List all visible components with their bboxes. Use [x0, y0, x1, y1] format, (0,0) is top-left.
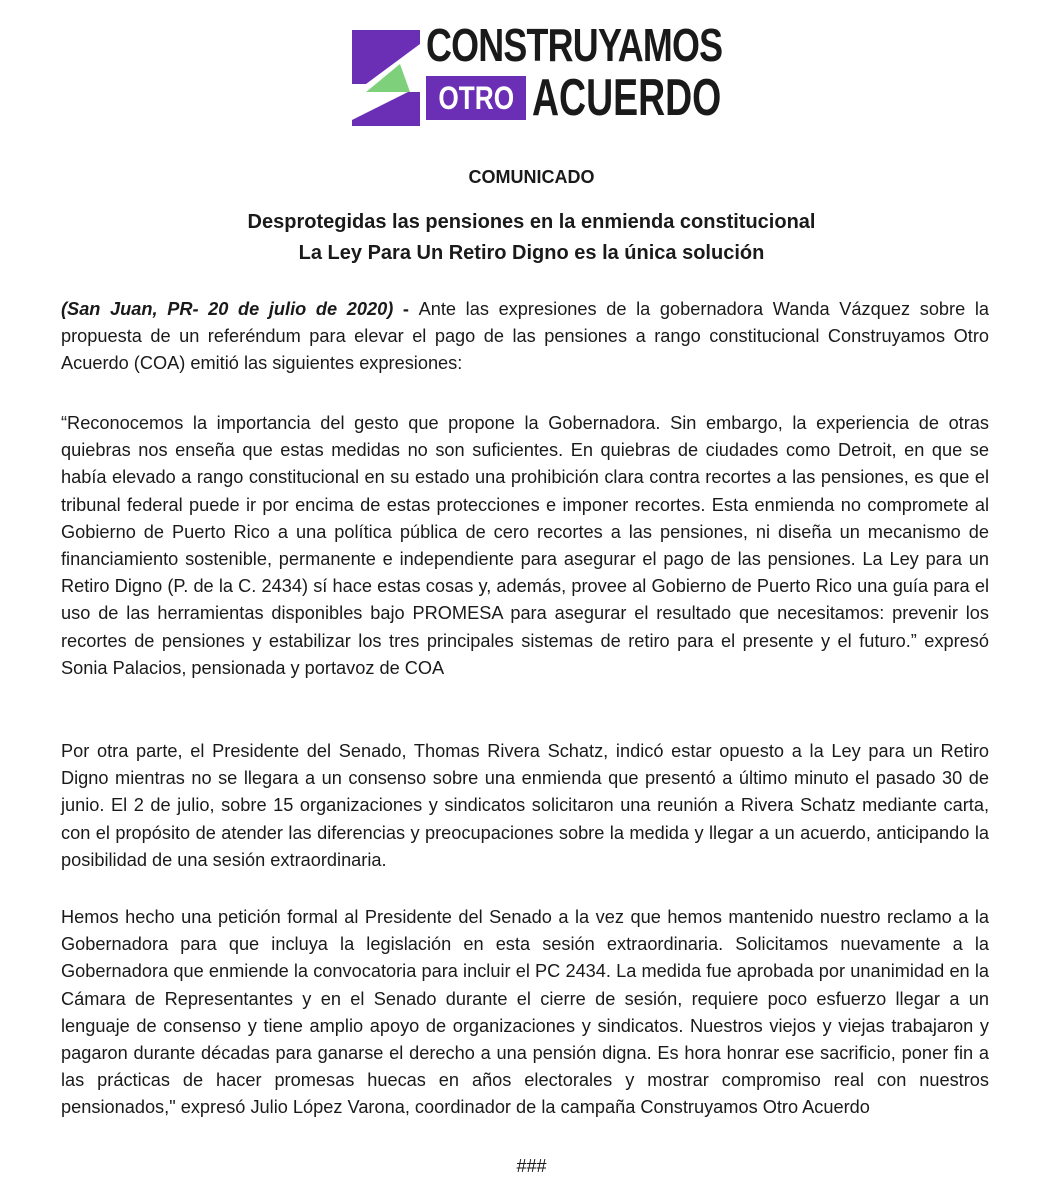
- logo-purple-lower-shape: [352, 92, 420, 126]
- logo-word-acuerdo: ACUERDO: [532, 69, 722, 127]
- dateline: (San Juan, PR- 20 de julio de 2020): [61, 299, 394, 319]
- coa-logo: [352, 19, 723, 127]
- paragraph-intro-text: Ante las expresiones de la gobernadora Wanda Vázquez sobre la propuesta de un referéndum para elevar el pago de las pensiones a rango constitucional Construyamos Otro Acuerdo (COA) emitió las siguientes expresiones:: [61, 299, 990, 374]
- headline-line-1: Desprotegidas las pensiones en la enmienda constitucional: [247, 211, 816, 233]
- paragraph-quote-palacios: “Reconocemos la importancia del gesto que propone la Gobernadora. Sin embargo, la experiencia de otras quiebras nos enseña que estas medidas no son suficientes. En quiebras de ciudades como Detroit, en que se había elevado a rango constitucional en su estado una prohibición clara contra recortes a las pensiones, es que el tribunal federal puede ir por encima de estas protecciones e imponer recortes. Esta enmienda no compromete al Gobierno de Puerto Rico a una política pública de cero recortes a las pensiones, ni diseña un mecanismo de financiamiento sostenible, permanente e independiente para asegurar el pago de las pensiones. La Ley para un Retiro Digno (P. de la C. 2434) sí hace estas cosas y, además, provee al Gobierno de Puerto Rico una guía para el uso de las herramientas disponibles bajo PROMESA para asegurar el resultado que necesitamos: prevenir los recortes de pensiones y estabilizar los tres principales sistemas de retiro para el presente y el futuro.” expresó Sonia Palacios, pensionada y portavoz de COA: [61, 413, 989, 678]
- document-label: COMUNICADO: [468, 167, 595, 187]
- paragraph-quote-lopez: Hemos hecho una petición formal al Presidente del Senado a la vez que hemos mantenido nuestro reclamo a la Gobernadora para que incluya la legislación en esta sesión extraordinaria. Solicitamos nuevamente a la Gobernadora que enmiende la convocatoria para incluir el PC 2434. La medida fue aprobada por unanimidad en la Cámara de Representantes y en el Senado durante el cierre de sesión, requiere poco esfuerzo llegar a un lenguaje de consenso y tiene amplio apoyo de organizaciones y sindicatos. Nuestros viejos y viejas trabajaron y pagaron durante décadas para ganarse el derecho a una pensión digna. Es hora honrar ese sacrificio, poner fin a las prácticas de hacer promesas huecas en años electorales y mostrar compromiso real con nuestros pensionados," expresó Julio López Varona, coordinador de la campaña Construyamos Otro Acuerdo: [61, 907, 989, 1118]
- logo-word-otro: [426, 76, 526, 120]
- logo-word-otro-text: OTRO: [438, 80, 514, 116]
- end-mark: ###: [516, 1156, 547, 1176]
- paragraph-senate: Por otra parte, el Presidente del Senado, Thomas Rivera Schatz, indicó estar opuesto a la Ley para un Retiro Digno mientras no se llegara a un consenso sobre una enmienda que presentó a último minuto el pasado 30 de junio. El 2 de julio, sobre 15 organizaciones y sindicatos solicitaron una reunión a Rivera Schatz mediante carta, con el propósito de atender las diferencias y preocupaciones sobre la medida y llegar a un acuerdo, anticipando la posibilidad de una sesión extraordinaria.: [61, 741, 989, 870]
- logo-mark-icon: [352, 30, 420, 126]
- logo-word-construyamos: CONSTRUYAMOS: [426, 19, 723, 71]
- headline-line-2: La Ley Para Un Retiro Digno es la única solución: [298, 242, 765, 264]
- paragraph-intro: [61, 296, 989, 378]
- dateline-dash: -: [393, 299, 419, 319]
